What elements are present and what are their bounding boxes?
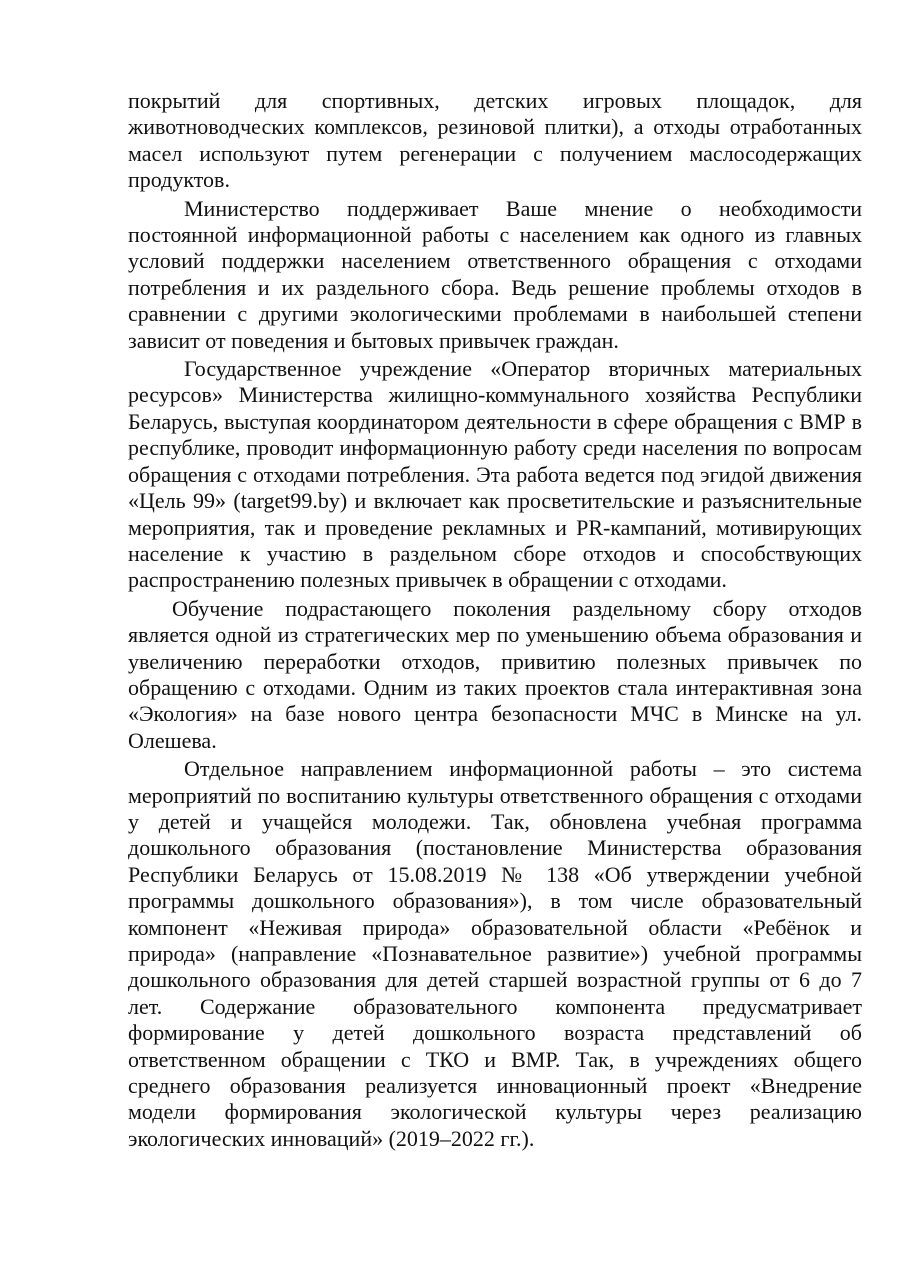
paragraph-continuation: покрытий для спортивных, детских игровых площадок, для животноводческих комплексов, резиновой плитки), а отходы отработанных масел используют путем регенерации с получением маслосодержащих продуктов. bbox=[128, 88, 862, 193]
paragraph-ministry-support: Министерство поддерживает Ваше мнение о необходимости постоянной информационной работы с населением как одного из главных условий поддержки населением ответственного обращения с отходами потребления и их раздельного сбора. Ведь решение проблемы отходов в сравнении с другими экологическими проблемами в наибольшей степени зависит от поведения и бытовых привычек граждан. bbox=[128, 195, 862, 353]
paragraph-youth-program: Отдельное направлением информационной работы – это система мероприятий по воспитанию культуры ответственного обращения с отходами у детей и учащейся молодежи. Так, обновлена учебная программа дошкольного образования (постановление Министерства образования Республики Беларусь от 15.08.2019 № 138 «Об утверждении учебной программы дошкольного образования»), в том числе образовательный компонент «Неживая природа» образовательной области «Ребёнок и природа» (направление «Познавательное развитие») учебной программы дошкольного образования для детей старшей возрастной группы от 6 до 7 лет. Содержание образовательного компонента предусматривает формирование у детей дошкольного возраста представлений об ответственном обращении с ТКО и ВМР. Так, в учреждениях общего среднего образования реализуется инновационный проект «Внедрение модели формирования экологической культуры через реализацию экологических инноваций» (2019–2022 гг.). bbox=[128, 756, 862, 1151]
paragraph-state-operator: Государственное учреждение «Оператор вторичных материальных ресурсов» Министерства жилищно-коммунального хозяйства Республики Беларусь, выступая координатором деятельности в сфере обращения с ВМР в республике, проводит информационную работу среди населения по вопросам обращения с отходами потребления. Эта работа ведется под эгидой движения «Цель 99» (target99.by) и включает как просветительские и разъяснительные мероприятия, так и проведение рекламных и PR-кампаний, мотивирующих население к участию в раздельном сборе отходов и способствующих распространению полезных привычек в обращении с отходами. bbox=[128, 356, 862, 593]
document-body bbox=[128, 88, 862, 1152]
paragraph-education: Обучение подрастающего поколения раздельному сбору отходов является одной из стратегических мер по уменьшению объема образования и увеличению переработки отходов, привитию полезных привычек по обращению с отходами. Одним из таких проектов стала интерактивная зона «Экология» на базе нового центра безопасности МЧС в Минске на ул. Олешева. bbox=[128, 595, 862, 753]
